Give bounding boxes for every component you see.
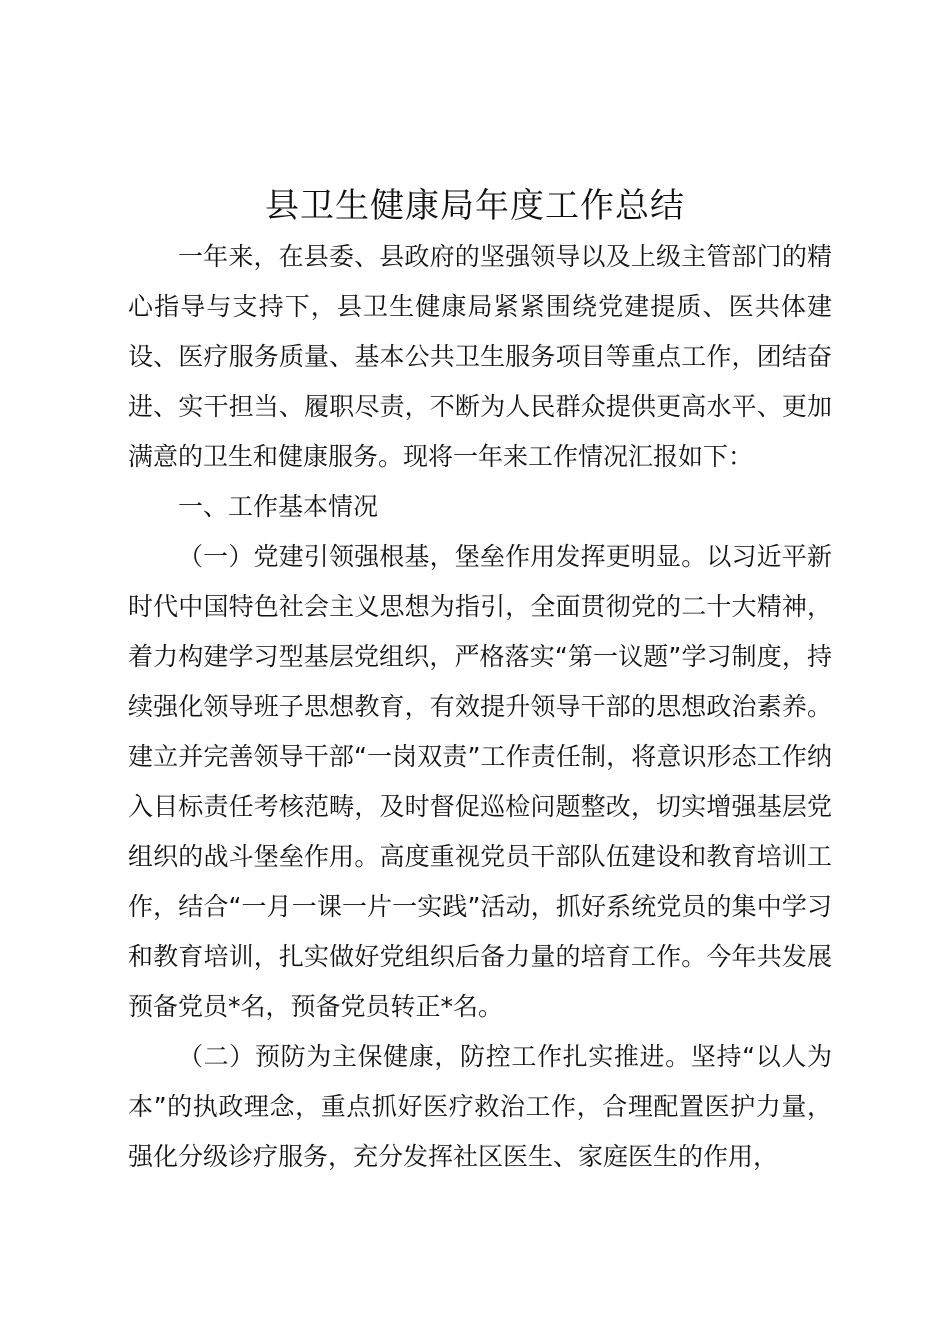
section-heading-1: 一、工作基本情况 <box>178 492 379 521</box>
document-body <box>128 232 832 1182</box>
intro-paragraph: 一年来，在县委、县政府的坚强领导以及上级主管部门的精心指导与支持下，县卫生健康局紧紧围绕党建提质、医共体建设、医疗服务质量、基本公共卫生服务项目等重点工作，团结奋进、实干担当、履职尽责，不断为人民群众提供更高水平、更加满意的卫生和健康服务。现将一年来工作情况汇报如下： <box>128 242 832 471</box>
paragraph-party-building: （一）党建引领强根基，堡垒作用发挥更明显。以习近平新时代中国特色社会主义思想为指引，全面贯彻党的二十大精神，着力构建学习型基层党组织，严格落实“第一议题”学习制度，持续强化领导班子思想教育，有效提升领导干部的思想政治素养。建立并完善领导干部“一岗双责”工作责任制，将意识形态工作纳入目标责任考核范畴，及时督促巡检问题整改，切实增强基层党组织的战斗堡垒作用。高度重视党员干部队伍建设和教育培训工作，结合“一月一课一片一实践”活动，抓好系统党员的集中学习和教育培训，扎实做好党组织后备力量的培育工作。今年共发展预备党员*名，预备党员转正*名。 <box>128 542 832 1021</box>
paragraph-prevention: （二）预防为主保健康，防控工作扎实推进。坚持“以人为本”的执政理念，重点抓好医疗救治工作，合理配置医护力量，强化分级诊疗服务，充分发挥社区医生、家庭医生的作用， <box>128 1042 832 1171</box>
document-title: 县卫生健康局年度工作总结 <box>265 186 685 226</box>
